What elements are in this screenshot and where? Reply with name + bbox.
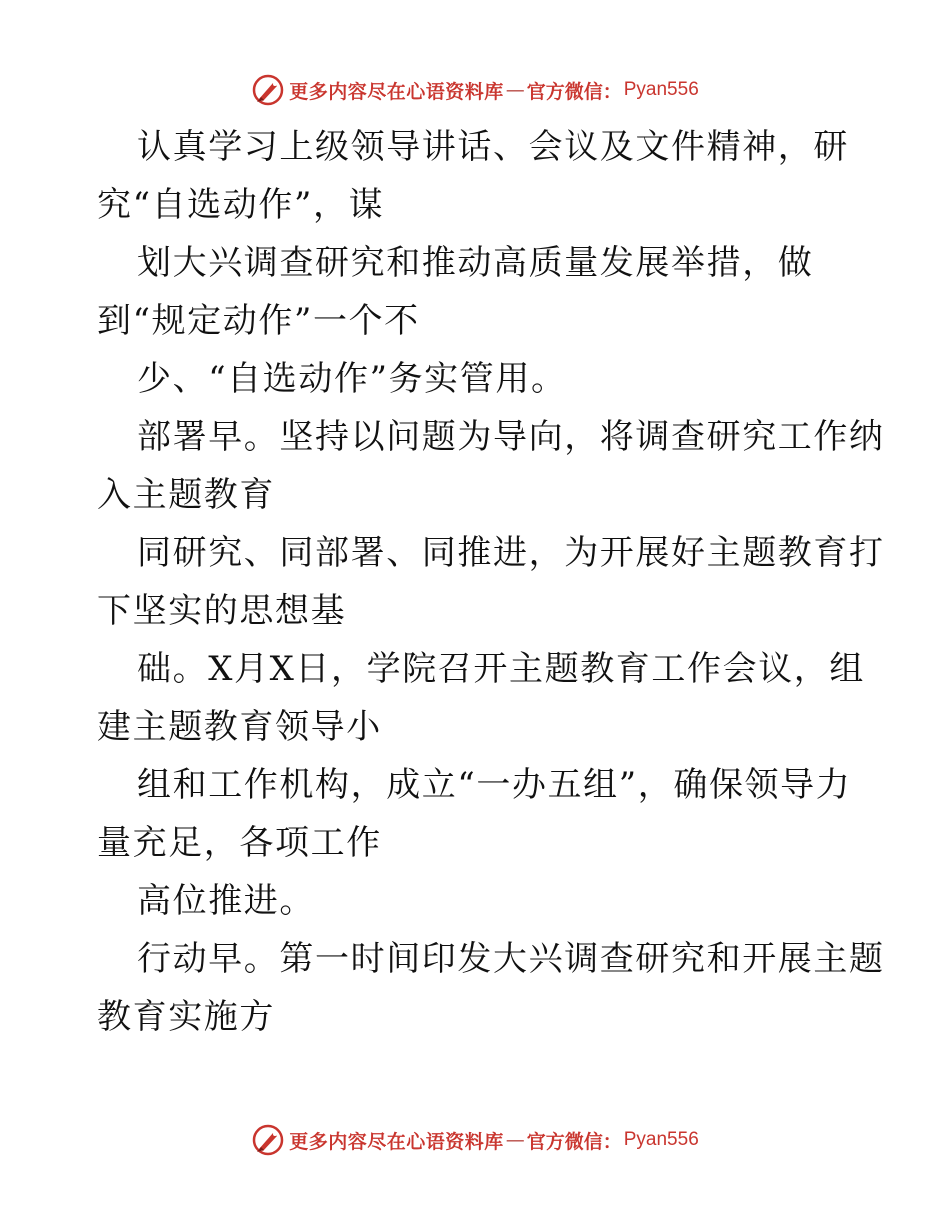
paragraph-line: 教育实施方 xyxy=(97,997,275,1037)
banner-title: 更多内容尽在心语资料库 xyxy=(289,1130,504,1153)
paragraph-line: 划大兴调查研究和推动高质量发展举措，做 xyxy=(137,243,814,283)
paragraph-line: 量充足，各项工作 xyxy=(97,823,382,863)
paragraph xyxy=(97,408,897,524)
banner-wechat-id: Pyan556 xyxy=(623,79,699,100)
paragraph-line: 认真学习上级领导讲话、会议及文件精神，研 xyxy=(137,127,849,167)
paragraph xyxy=(97,930,897,1046)
paragraph xyxy=(97,350,897,408)
paragraph xyxy=(97,118,897,234)
paragraph xyxy=(97,234,897,350)
header-banner xyxy=(0,70,950,110)
pen-logo-icon xyxy=(251,1123,285,1157)
banner-title: 更多内容尽在心语资料库 xyxy=(289,80,504,103)
paragraph-line: 部署早。坚持以问题为导向，将调查研究工作纳 xyxy=(137,417,885,457)
footer-banner xyxy=(0,1120,950,1160)
paragraph-line: 到“规定动作”一个不 xyxy=(97,301,420,341)
paragraph-line: 建主题教育领导小 xyxy=(97,707,382,747)
paragraph-line: 下坚实的思想基 xyxy=(97,591,347,631)
banner-wechat-label: 官方微信： xyxy=(526,1130,622,1153)
banner-separator: — xyxy=(505,79,525,101)
pen-logo-icon xyxy=(251,73,285,107)
paragraph-line: 同研究、同部署、同推进，为开展好主题教育打 xyxy=(137,533,885,573)
document-body xyxy=(97,118,897,1046)
paragraph xyxy=(97,756,897,872)
paragraph-line: 少、“自选动作”务实管用。 xyxy=(137,359,567,399)
paragraph-line: 究“自选动作”，谋 xyxy=(97,185,385,225)
paragraph-line: 高位推进。 xyxy=(137,881,315,921)
banner-separator: — xyxy=(505,1129,525,1151)
banner-wechat-id: Pyan556 xyxy=(623,1129,699,1150)
paragraph xyxy=(97,524,897,640)
paragraph xyxy=(97,872,897,930)
paragraph-line: 入主题教育 xyxy=(97,475,275,515)
paragraph xyxy=(97,640,897,756)
paragraph-line: 组和工作机构，成立“一办五组”，确保领导力 xyxy=(137,765,852,805)
banner-wechat-label: 官方微信： xyxy=(526,80,622,103)
paragraph-line: 础。X月X日，学院召开主题教育工作会议，组 xyxy=(137,649,866,689)
paragraph-line: 行动早。第一时间印发大兴调查研究和开展主题 xyxy=(137,939,885,979)
